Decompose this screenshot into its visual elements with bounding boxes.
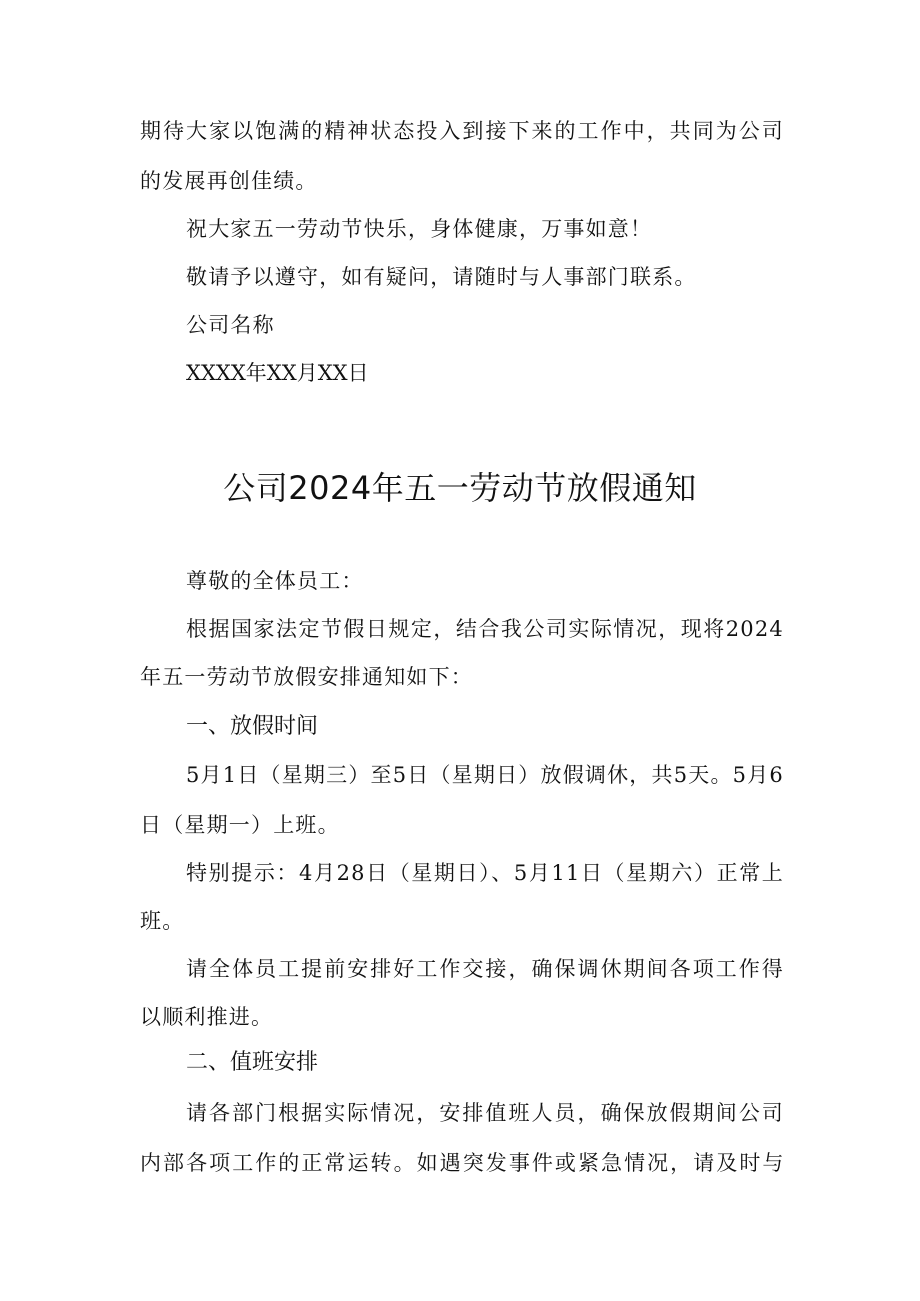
special-note-line-1: 特别提示：4月28日（星期日）、5月11日（星期六）正常上 bbox=[186, 861, 784, 885]
compliance-reminder: 敬请予以遵守，如有疑问，请随时与人事部门联系。 bbox=[186, 265, 697, 289]
handover-line-1: 请全体员工提前安排好工作交接，确保调休期间各项工作得 bbox=[186, 957, 784, 981]
previous-paragraph-line-2: 的发展再创佳绩。 bbox=[140, 169, 318, 193]
intro-line-2: 年五一劳动节放假安排通知如下： bbox=[140, 665, 473, 689]
salutation: 尊敬的全体员工： bbox=[186, 569, 364, 593]
section-heading-holiday-time: 一、放假时间 bbox=[186, 714, 319, 739]
holiday-wishes: 祝大家五一劳动节快乐，身体健康，万事如意！ bbox=[186, 217, 653, 241]
section-heading-duty-arrangement: 二、值班安排 bbox=[186, 1050, 319, 1075]
schedule-line-1: 5月1日（星期三）至5日（星期日）放假调休，共5天。5月6 bbox=[186, 763, 784, 787]
previous-paragraph-line-1: 期待大家以饱满的精神状态投入到接下来的工作中，共同为公司 bbox=[140, 119, 784, 143]
schedule-line-2: 日（星期一）上班。 bbox=[140, 813, 340, 837]
special-note-line-2: 班。 bbox=[140, 909, 185, 933]
intro-line-1: 根据国家法定节假日规定，结合我公司实际情况，现将2024 bbox=[186, 617, 784, 641]
duty-line-1: 请各部门根据实际情况，安排值班人员，确保放假期间公司 bbox=[186, 1101, 784, 1125]
notice-title: 公司2024年五一劳动节放假通知 bbox=[223, 469, 697, 507]
handover-line-2: 以顺利推进。 bbox=[140, 1005, 274, 1029]
notice-date: XXXX年XX月XX日 bbox=[186, 361, 369, 385]
duty-line-2: 内部各项工作的正常运转。如遇突发事件或紧急情况，请及时与 bbox=[140, 1151, 784, 1175]
company-signature: 公司名称 bbox=[186, 313, 275, 337]
